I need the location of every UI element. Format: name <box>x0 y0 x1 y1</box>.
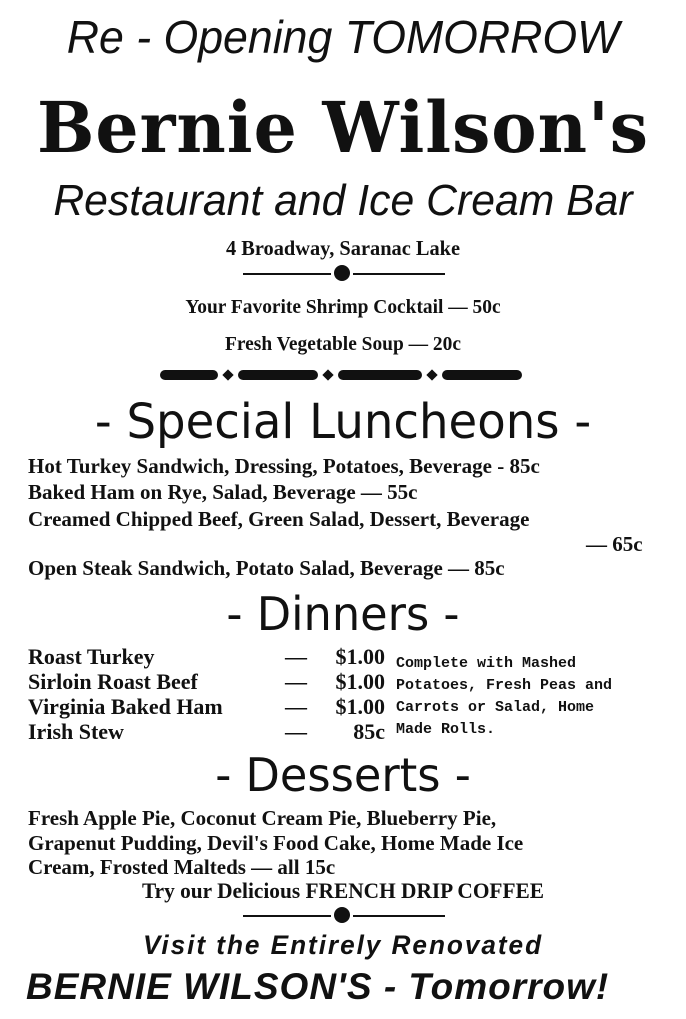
luncheon-item-text: Hot Turkey Sandwich, Dressing, Potatoes, Beverage - 85c <box>28 454 540 478</box>
price-dash: — <box>285 669 307 694</box>
dash-segment <box>238 370 318 380</box>
section-heading-desserts: - Desserts - <box>215 748 471 802</box>
dash-segment <box>160 370 218 380</box>
ornament-line-left <box>243 273 331 275</box>
price-dash: — <box>285 719 307 744</box>
ornament-line-right <box>353 915 445 917</box>
price-amount: $1.00 <box>335 669 385 694</box>
dessert-line <box>28 855 335 880</box>
dessert-line-text: Grapenut Pudding, Devil's Food Cake, Home Made Ice <box>28 831 524 855</box>
ornament-line-right <box>353 273 445 275</box>
section-heading-dinners: - Dinners - <box>226 587 460 641</box>
dessert-line-text: Cream, Frosted Malteds — all 15c <box>28 855 336 879</box>
dinner-note-line: Potatoes, Fresh Peas and <box>396 677 613 694</box>
dinner-note-line: Made Rolls. <box>396 721 496 738</box>
dinner-item-name: Virginia Baked Ham <box>28 694 223 719</box>
address: 4 Broadway, Saranac Lake <box>225 236 461 260</box>
ornament-dot <box>334 265 350 281</box>
luncheon-item-text: — 65c <box>586 532 643 556</box>
dinner-item-name: Irish Stew <box>28 719 124 744</box>
restaurant-subtitle: Restaurant and Ice Cream Bar <box>53 176 633 225</box>
headline: Re - Opening TOMORROW <box>66 11 620 63</box>
luncheon-item <box>28 507 529 532</box>
dessert-line <box>28 831 523 856</box>
dash-diamond <box>426 369 437 380</box>
dash-segment <box>442 370 522 380</box>
luncheon-item-price-continued <box>586 532 643 557</box>
visit-tagline: Visit the Entirely Renovated <box>142 930 544 960</box>
restaurant-name: Bernie Wilson's <box>37 86 649 169</box>
dinner-item-name: Sirloin Roast Beef <box>28 669 198 694</box>
price-amount: 85c <box>353 719 385 744</box>
feature-vegetable-soup: Fresh Vegetable Soup — 20c <box>225 333 461 355</box>
price-amount: $1.00 <box>335 644 385 669</box>
luncheon-item-text: Creamed Chipped Beef, Green Salad, Dessert, Beverage <box>28 507 530 531</box>
section-heading-luncheons: - Special Luncheons - <box>94 394 592 450</box>
luncheon-item-text: Open Steak Sandwich, Potato Salad, Beverage — 85c <box>28 556 505 580</box>
dessert-line <box>28 806 496 831</box>
luncheon-item-text: Baked Ham on Rye, Salad, Beverage — 55c <box>28 480 418 504</box>
coffee-promo: Try our Delicious FRENCH DRIP COFFEE <box>141 878 545 903</box>
closing-line: BERNIE WILSON'S - Tomorrow! <box>26 966 610 1007</box>
ornament-line-left <box>243 915 331 917</box>
luncheon-item <box>28 480 418 505</box>
price-amount: $1.00 <box>335 694 385 719</box>
price-dash: — <box>285 644 307 669</box>
dash-segment <box>338 370 422 380</box>
feature-shrimp-cocktail: Your Favorite Shrimp Cocktail — 50c <box>185 296 501 318</box>
dash-diamond <box>322 369 333 380</box>
dash-diamond <box>222 369 233 380</box>
dinner-note-line: Carrots or Salad, Home <box>396 699 595 716</box>
price-dash: — <box>285 694 307 719</box>
dessert-line-text: Fresh Apple Pie, Coconut Cream Pie, Blueberry Pie, <box>28 806 497 830</box>
ornament-dot <box>334 907 350 923</box>
luncheon-item <box>28 454 540 479</box>
dinner-note-line: Complete with Mashed <box>396 655 577 672</box>
luncheon-item <box>28 556 505 581</box>
dinner-item-name: Roast Turkey <box>28 644 155 669</box>
